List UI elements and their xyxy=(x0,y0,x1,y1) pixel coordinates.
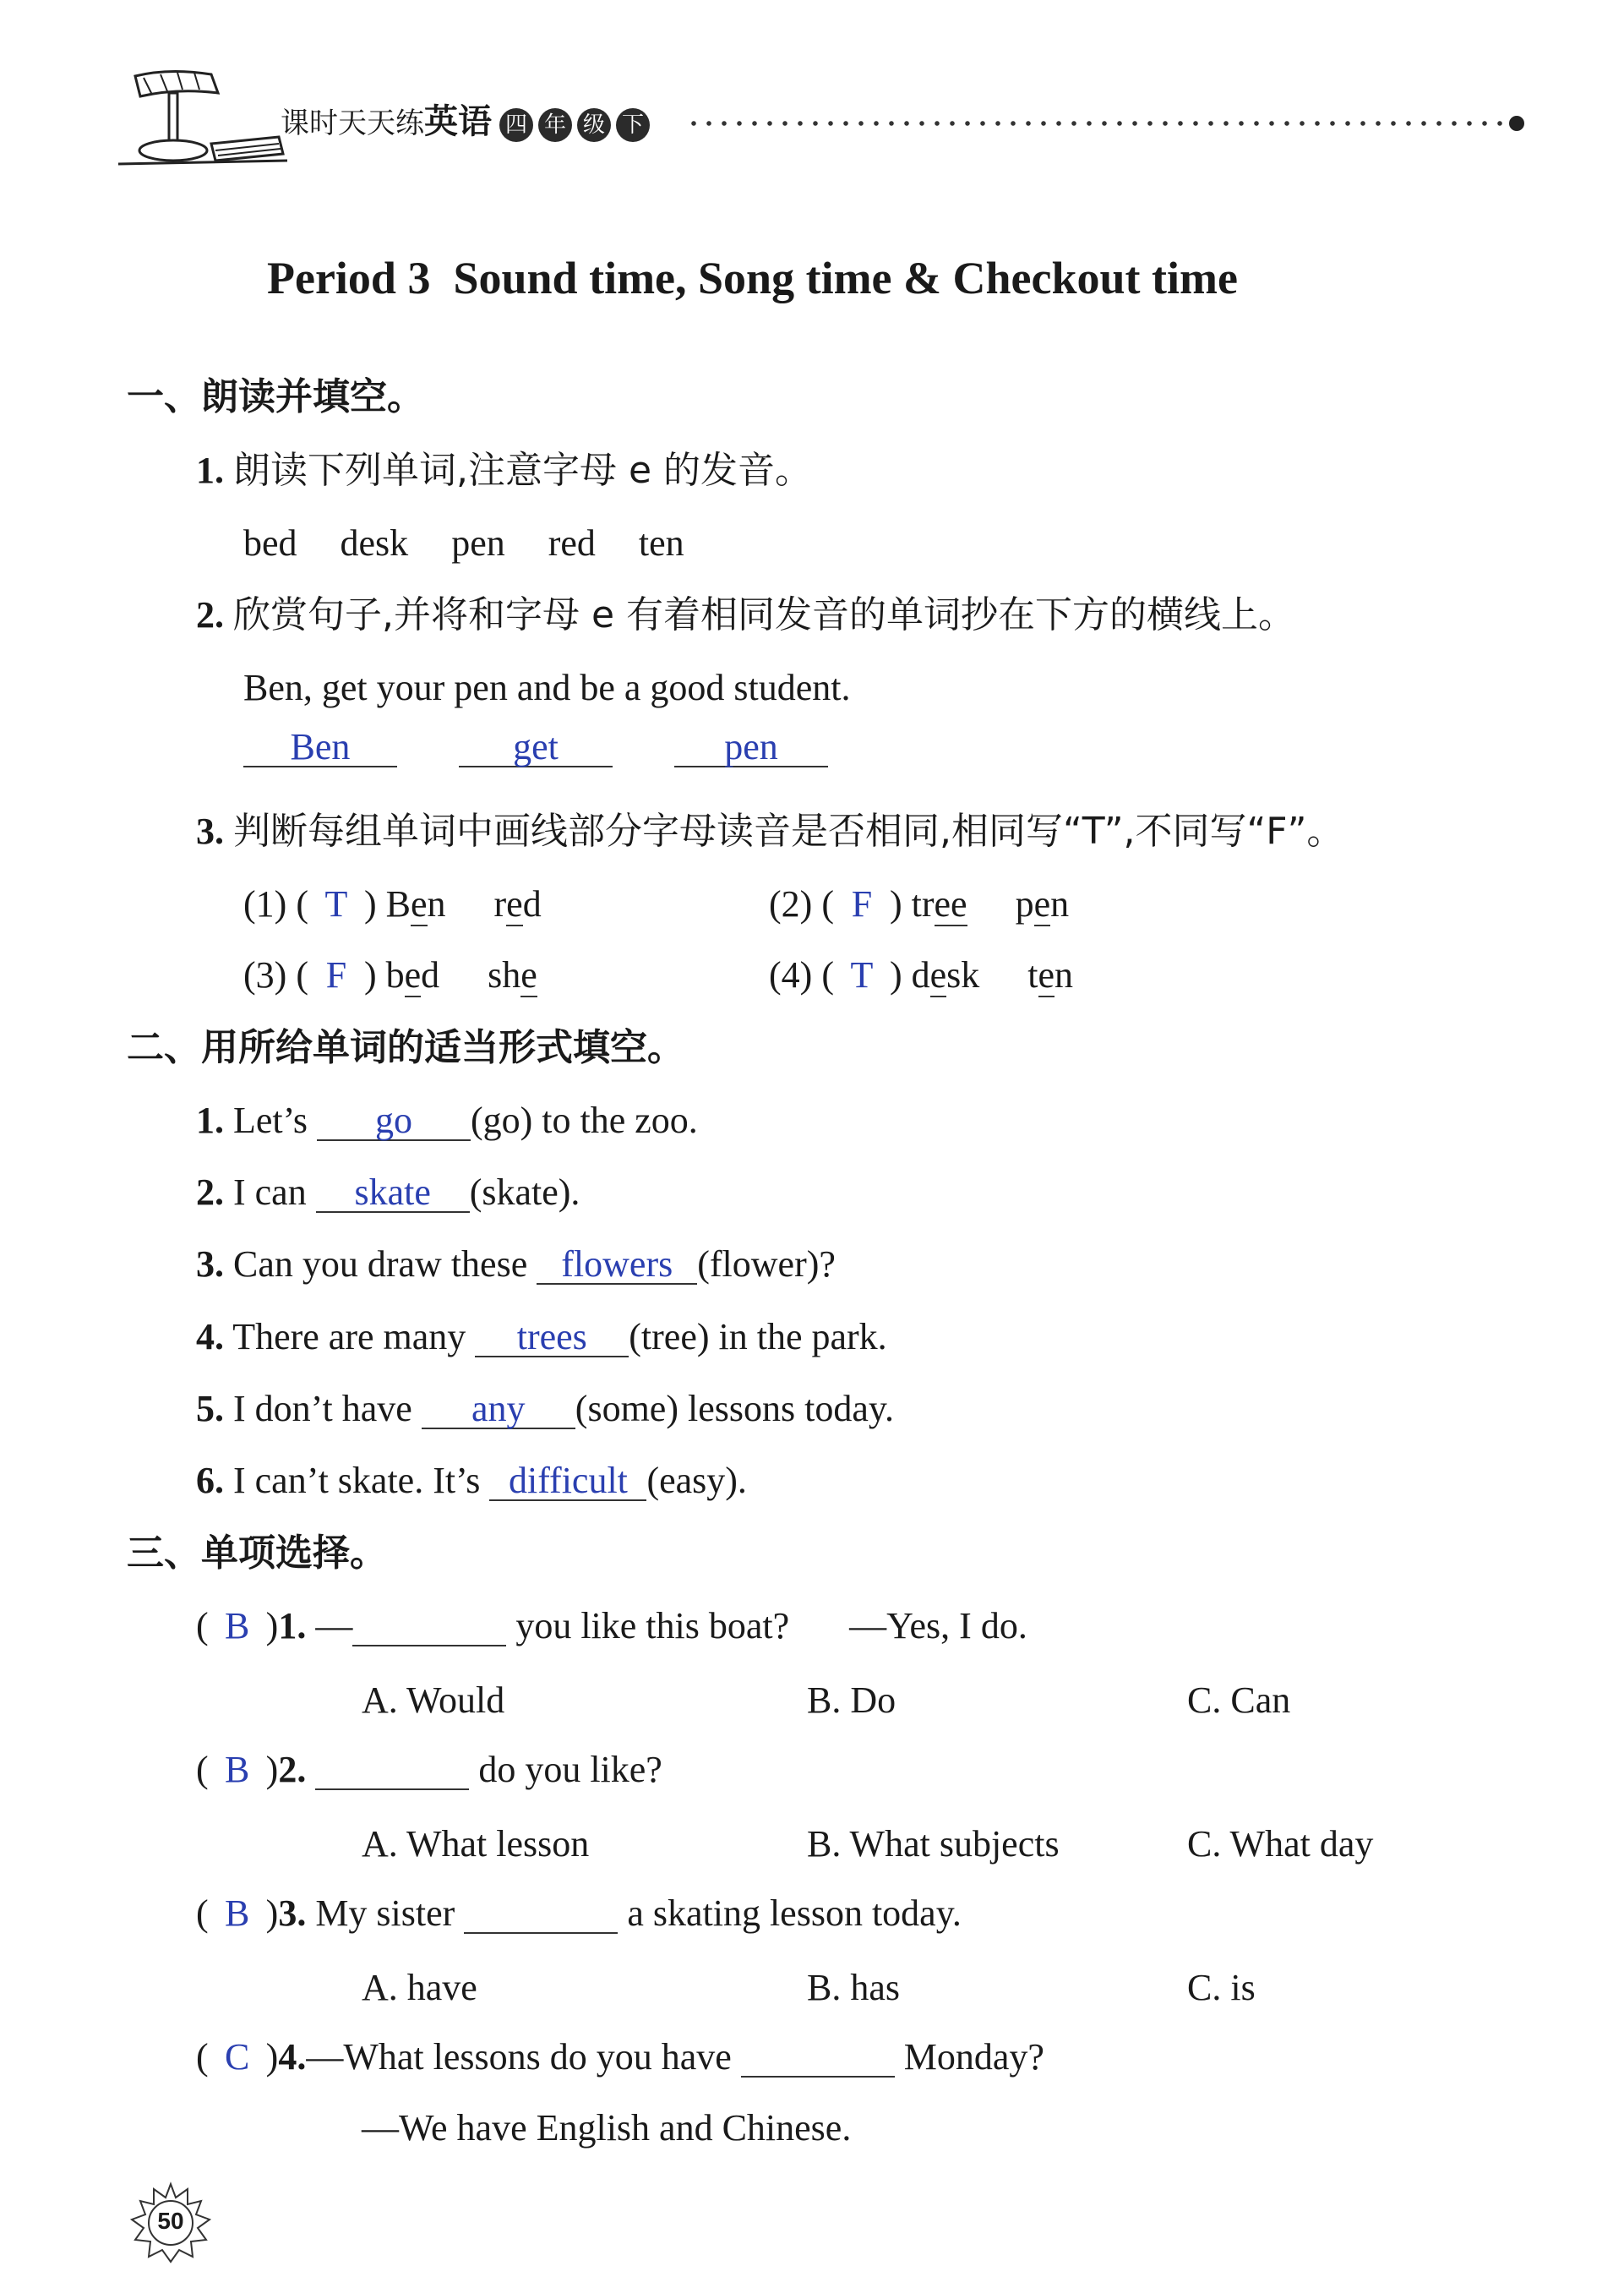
s1-q1-words xyxy=(243,522,684,564)
sentence-start: Can you draw these xyxy=(233,1243,528,1285)
s3-item: ( B )3. My sister a skating lesson today. xyxy=(196,1892,962,1934)
s1-q3 xyxy=(196,810,1344,853)
word-pair-first: Ben xyxy=(385,883,446,925)
question-text: 朗读下列单词,注意字母 e 的发音。 xyxy=(233,449,813,492)
answer-blank: Ben xyxy=(243,729,397,767)
question-number: 4. xyxy=(196,1316,224,1357)
answer-blank xyxy=(315,1751,469,1790)
page-number: 50 xyxy=(157,2208,184,2234)
section2-heading: 二、用所给单词的适当形式填空。 xyxy=(127,1026,684,1069)
sentence-end: do you like? xyxy=(478,1749,662,1790)
sentence-start: Let’s xyxy=(233,1100,308,1141)
section1-heading: 一、朗读并填空。 xyxy=(127,375,424,418)
desk-lamp-books-icon xyxy=(118,59,287,169)
s3-item: ( C )4.—What lessons do you have Monday? xyxy=(196,2036,1044,2078)
question-number: 6. xyxy=(196,1460,224,1501)
grade-badges xyxy=(497,106,652,140)
s1-q2-sentence: Ben, get your pen and be a good student. xyxy=(243,667,851,708)
option: A. What lesson xyxy=(362,1823,590,1865)
word-pair-second: she xyxy=(488,954,537,996)
sentence-end: (easy). xyxy=(646,1460,747,1501)
grade-char: 年 xyxy=(538,108,572,142)
question-number: 2. xyxy=(278,1749,307,1790)
item-label: (1) xyxy=(243,883,287,925)
option: A. have xyxy=(362,1967,477,2008)
s1-q3-item: (2) ( F ) tree pen xyxy=(769,883,1070,925)
question-text: 欣赏句子,并将和字母 e 有着相同发音的单词抄在下方的横线上。 xyxy=(233,593,1296,636)
option: B. has xyxy=(807,1967,900,2008)
s2-item xyxy=(196,1171,580,1213)
answer-mark: B xyxy=(224,1749,250,1790)
section3-heading: 三、单项选择。 xyxy=(127,1532,387,1575)
sentence-end: Monday? xyxy=(903,2036,1044,2078)
sentence-start: —What lessons do you have xyxy=(306,2036,732,2078)
sentence-end: a skating lesson today. xyxy=(627,1892,962,1934)
sentence-end: you like this boat? xyxy=(515,1605,790,1646)
series-name: 课时天天练 xyxy=(281,106,424,140)
header-rule-end-dot xyxy=(1509,116,1524,131)
question-number: 2. xyxy=(196,1171,224,1213)
answer-mark: T xyxy=(324,883,348,925)
word: pen xyxy=(451,522,505,564)
answer-blank: trees xyxy=(475,1319,629,1357)
answer-mark: F xyxy=(325,954,347,996)
option: C. Can xyxy=(1187,1679,1291,1721)
question-number: 4. xyxy=(278,2036,307,2078)
answer-blank: difficult xyxy=(489,1462,646,1501)
answer-mark: B xyxy=(224,1892,250,1934)
s3-item: ( B )1. — you like this boat? —Yes, I do. xyxy=(196,1605,1027,1646)
s2-item xyxy=(196,1243,836,1285)
option: B. What subjects xyxy=(807,1823,1060,1865)
word-pair-second: red xyxy=(493,883,542,925)
s3-item: ( B )2. do you like? xyxy=(196,1749,662,1790)
question-number: 1. xyxy=(196,450,224,491)
sentence-start: My sister xyxy=(315,1892,455,1934)
sentence-end: (go) to the zoo. xyxy=(470,1100,698,1141)
question-number: 3. xyxy=(196,811,224,852)
question-number: 1. xyxy=(278,1605,307,1646)
answer-blank xyxy=(352,1608,506,1646)
question-number: 5. xyxy=(196,1388,224,1429)
word: ten xyxy=(638,522,684,564)
answer-mark: T xyxy=(850,954,874,996)
header-dotted-rule xyxy=(686,120,1506,127)
word-pair-first: bed xyxy=(385,954,440,996)
answer-blank: pen xyxy=(674,729,828,767)
sentence-end: (tree) in the park. xyxy=(629,1316,887,1357)
s2-item xyxy=(196,1316,887,1357)
item-label: (4) xyxy=(769,954,813,996)
word-pair-second: ten xyxy=(1027,954,1074,996)
option: B. Do xyxy=(807,1679,896,1721)
word-pair-second: pen xyxy=(1015,883,1070,925)
s1-q3-item: (3) ( F ) bed she xyxy=(243,954,537,996)
question-number: 3. xyxy=(196,1243,224,1285)
word: desk xyxy=(340,522,409,564)
grade-char: 下 xyxy=(616,108,650,142)
question-number: 2. xyxy=(196,594,224,636)
subject-name: 英语 xyxy=(424,102,492,141)
sentence-start: There are many xyxy=(232,1316,466,1357)
word: bed xyxy=(243,522,297,564)
question-number: 3. xyxy=(278,1892,307,1934)
answer-blank xyxy=(464,1895,618,1934)
option: A. Would xyxy=(362,1679,505,1721)
s1-q3-item: (1) ( T ) Ben red xyxy=(243,883,542,925)
sentence-end: (skate). xyxy=(469,1171,580,1213)
item-label: (2) xyxy=(769,883,813,925)
sentence-start: — xyxy=(315,1605,353,1646)
option: C. What day xyxy=(1187,1823,1374,1865)
answer-mark: F xyxy=(851,883,873,925)
s1-q3-item: (4) ( T ) desk ten xyxy=(769,954,1074,996)
s2-item xyxy=(196,1462,747,1501)
sentence-start: I can’t skate. It’s xyxy=(233,1460,481,1501)
answer-mark: B xyxy=(224,1605,250,1646)
s2-item xyxy=(196,1102,698,1141)
grade-char: 级 xyxy=(577,108,611,142)
sentence-start: I don’t have xyxy=(233,1388,412,1429)
word: red xyxy=(548,522,596,564)
question-number: 1. xyxy=(196,1100,224,1141)
answer-blank: get xyxy=(459,729,613,767)
question-text: 判断每组单词中画线部分字母读音是否相同,相同写“T”,不同写“F”。 xyxy=(233,810,1344,853)
answer-blank: any xyxy=(422,1390,575,1429)
s1-q2-answers xyxy=(243,726,828,767)
word-pair-first: tree xyxy=(911,883,967,925)
reply-text: —Yes, I do. xyxy=(849,1605,1027,1646)
s1-q1 xyxy=(196,449,813,492)
answer-blank xyxy=(741,2039,895,2078)
answer-blank: go xyxy=(317,1102,471,1141)
grade-char: 四 xyxy=(499,108,533,142)
word-pair-first: desk xyxy=(911,954,980,996)
answer-blank: skate xyxy=(316,1174,470,1213)
option: C. is xyxy=(1187,1967,1256,2008)
s3-item-4-line2: —We have English and Chinese. xyxy=(362,2107,852,2149)
answer-mark: C xyxy=(224,2036,250,2078)
item-label: (3) xyxy=(243,954,287,996)
sentence-end: (flower)? xyxy=(697,1243,836,1285)
s2-item xyxy=(196,1390,894,1429)
sentence-end: (some) lessons today. xyxy=(575,1388,894,1429)
s1-q2 xyxy=(196,593,1296,636)
sentence-start: I can xyxy=(233,1171,307,1213)
page-title: Period 3 Sound time, Song time & Checkout time xyxy=(267,253,1238,303)
answer-blank: flowers xyxy=(537,1246,697,1285)
